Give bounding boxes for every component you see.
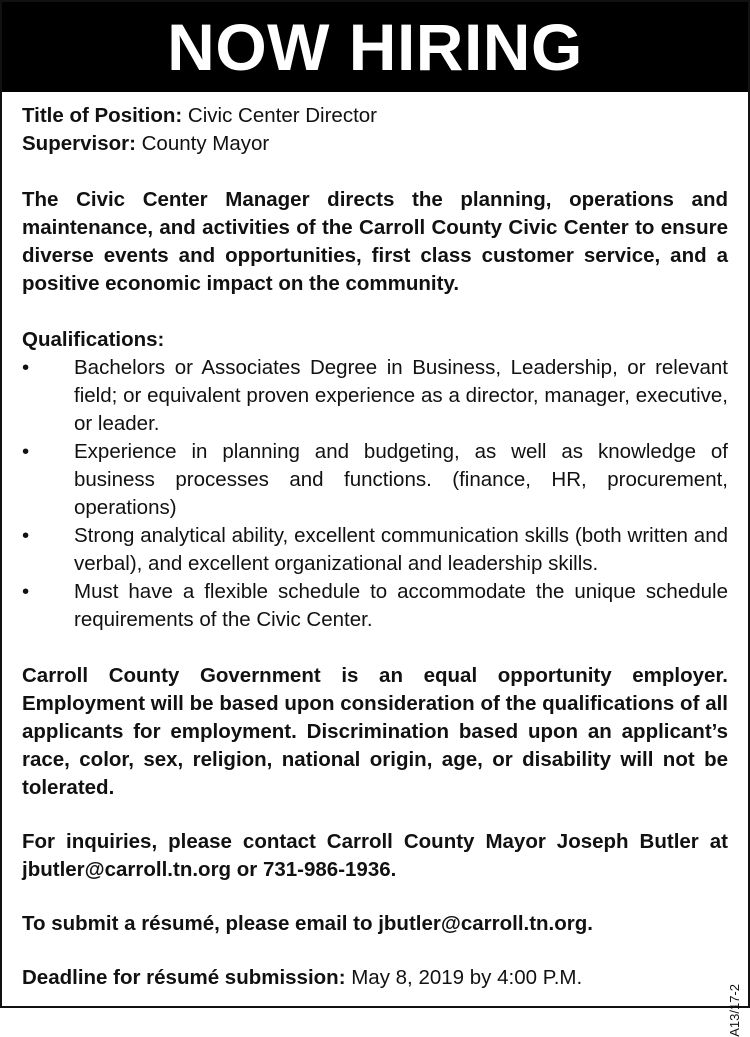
eeo-statement: Carroll County Government is an equal opportunity employer. Employment will be based upon consideration of the qualifications of all applicants for employment. Discrimination based upon an applicant’s race, color, sex, religion, national origin, age, or disability will not be tolerated. bbox=[22, 664, 728, 799]
deadline-label: Deadline for résumé submission: bbox=[22, 966, 346, 989]
qualification-item bbox=[22, 578, 728, 634]
deadline-line bbox=[22, 964, 728, 992]
deadline-value: May 8, 2019 by 4:00 P.M. bbox=[351, 966, 583, 989]
banner-title: NOW HIRING bbox=[167, 10, 583, 84]
qualifications-heading: Qualifications: bbox=[22, 328, 165, 351]
qualification-text: Bachelors or Associates Degree in Business, Leadership, or relevant field; or equivalent proven experience as a director, manager, executive, or leader. bbox=[74, 356, 728, 435]
supervisor-value: County Mayor bbox=[141, 132, 270, 155]
job-description: The Civic Center Manager directs the planning, operations and maintenance, and activities of the Carroll County Civic Center to ensure diverse events and opportunities, first class customer service, and a positive economic impact on the community. bbox=[22, 188, 728, 295]
contact-info: For inquiries, please contact Carroll County Mayor Joseph Butler at jbutler@carroll.tn.org or 731-986-1936. bbox=[22, 830, 728, 881]
qualification-item bbox=[22, 354, 728, 438]
qualifications-list bbox=[22, 354, 728, 634]
position-title-line bbox=[22, 102, 728, 130]
qualification-text: Strong analytical ability, excellent communication skills (both written and verbal), and excellent organizational and leadership skills. bbox=[74, 524, 728, 575]
ad-body bbox=[2, 92, 748, 992]
bullet-icon: • bbox=[22, 580, 30, 603]
submission-instructions: To submit a résumé, please email to jbutler@carroll.tn.org. bbox=[22, 912, 593, 935]
position-title-label: Title of Position: bbox=[22, 104, 183, 127]
bullet-icon: • bbox=[22, 524, 30, 547]
qualification-item bbox=[22, 522, 728, 578]
bullet-icon: • bbox=[22, 440, 30, 463]
bullet-icon: • bbox=[22, 356, 30, 379]
now-hiring-banner bbox=[2, 2, 748, 92]
supervisor-label: Supervisor: bbox=[22, 132, 136, 155]
qualification-text: Must have a flexible schedule to accommodate the unique schedule requirements of the Civic Center. bbox=[74, 580, 728, 631]
qualification-item bbox=[22, 438, 728, 522]
position-title-value: Civic Center Director bbox=[187, 104, 378, 127]
ad-code: A13/17-2 bbox=[727, 984, 742, 1037]
supervisor-line bbox=[22, 130, 728, 158]
qualification-text: Experience in planning and budgeting, as well as knowledge of business processes and functions. (finance, HR, procurement, operations) bbox=[74, 440, 728, 519]
